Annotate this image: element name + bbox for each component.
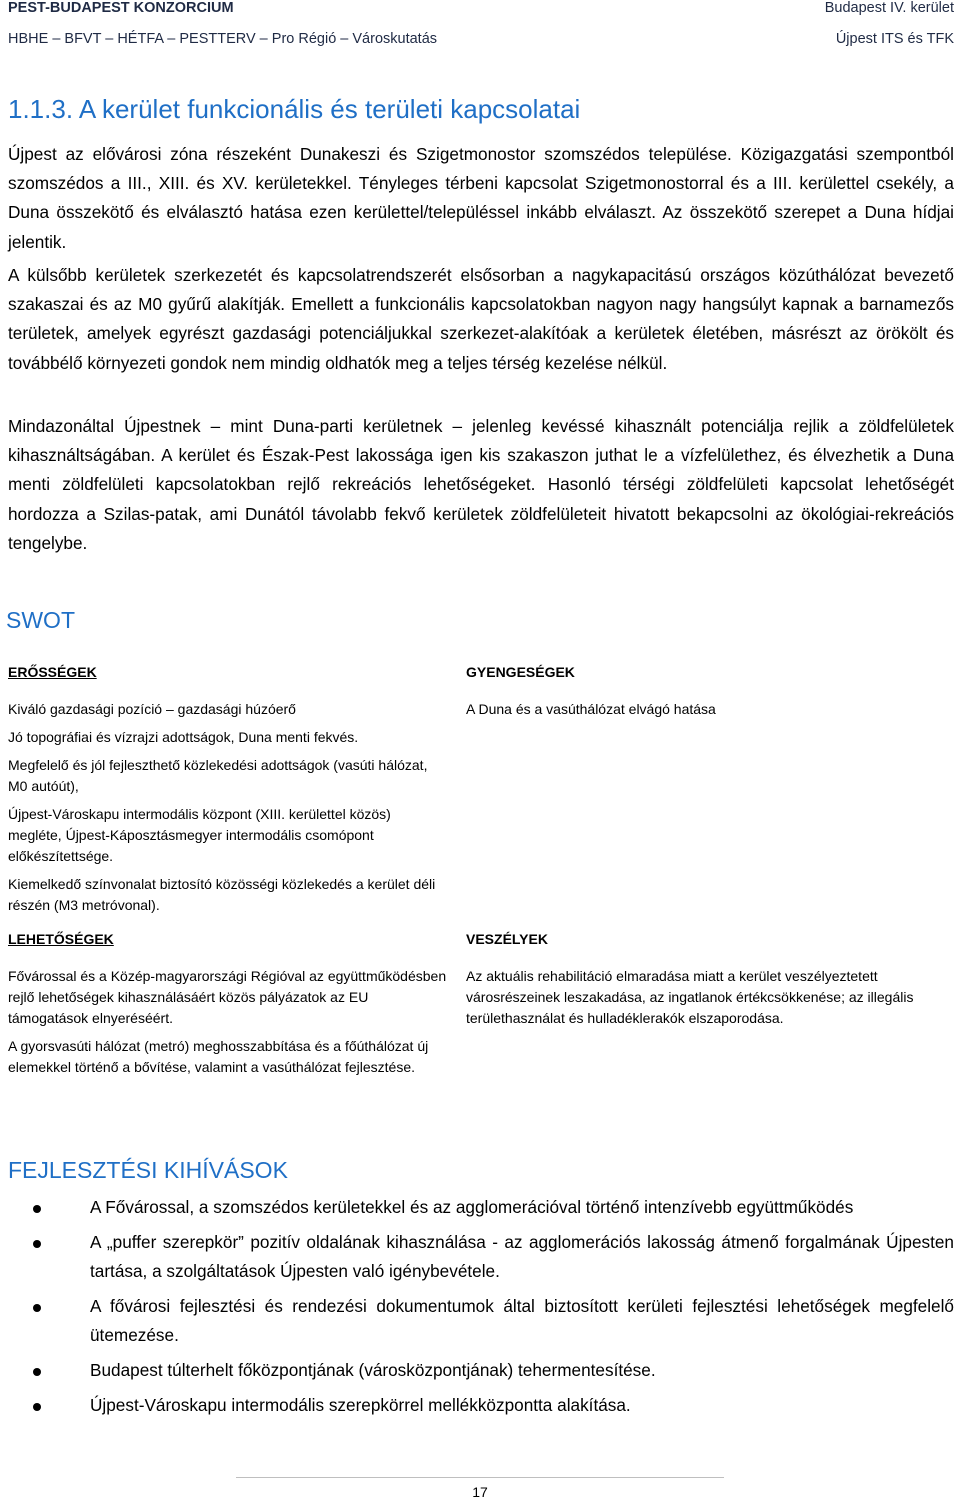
challenge-text: Budapest túlterhelt főközpontjának (városközpontjának) tehermentesítése. bbox=[90, 1360, 656, 1380]
threats-heading: VESZÉLYEK bbox=[466, 931, 548, 947]
document-name: Újpest ITS és TFK bbox=[835, 31, 954, 47]
strength-item: Jó topográfiai és vízrajzi adottságok, Duna menti fekvés. bbox=[8, 729, 359, 745]
weaknesses-list bbox=[466, 699, 946, 727]
challenge-item bbox=[8, 1391, 954, 1420]
challenge-text: A „puffer szerepkör” pozitív oldalának kihasználása - az agglomerációs lakosság átmenő forgalmának Újpesten tartása, a szolgáltatások Újpesten való igénybevétele. bbox=[90, 1232, 954, 1281]
strengths-heading: ERŐSSÉGEK bbox=[8, 664, 97, 680]
threat-item: Az aktuális rehabilitáció elmaradása miatt a kerület veszélyeztetett városrészeinek leszakadása, az ingatlanok értékcsökkenése; az illegális területhasználat és hulladéklerakók elszaporodása. bbox=[466, 968, 914, 1026]
paragraph: A külsőbb kerületek szerkezetét és kapcsolatrendszerét elsősorban a nagykapacitású országos közúthálózat bevezető szakaszai és az M0 gyűrű alakítják. Emellett a funkcionális kapcsolatokban nagyon nagy hangsúlyt kapnak a barnamezős területek, amelyek egyrészt gazdasági potenciáljukkal szerkezet-alakítóak a kerületek életében, másrészt az örökölt és továbbélő környezeti gondok nem mindig oldhatók meg a teljes térség kezelése nélkül. bbox=[8, 265, 954, 373]
bullet-icon bbox=[33, 1368, 41, 1376]
strength-item: Újpest-Városkapu intermodális központ (XIII. kerülettel közös) megléte, Újpest-Káposztásmegyer intermodális csomópont előkészítettsége. bbox=[8, 806, 391, 864]
opportunities-list bbox=[8, 966, 448, 1085]
paragraph: Mindazonáltal Újpestnek – mint Duna-parti kerületnek – jelenleg kevéssé kihasznált potenciálja rejlik a zöldfelületek kihasználtságában. A kerület és Észak-Pest lakossága igen kis szakaszon juthat le a vízfelülethez, és élvezhetik a Duna menti zöldfelületi kapcsolatokban rejlő rekreációs lehetőségeket. Hasonló térségi zöldfelületi kapcsolat lehetőségét hordozza a Szilas-patak, ami Dunától távolabb fekvő kerületek zöldfelületeit hivatott bekapcsolni az ökológiai-rekreációs tengelybe. bbox=[8, 416, 954, 553]
strength-item: Megfelelő és jól fejleszthető közlekedési adottságok (vasúti hálózat, M0 autóút), bbox=[8, 757, 428, 794]
opportunities-heading: LEHETŐSÉGEK bbox=[8, 931, 114, 947]
swot-title: SWOT bbox=[6, 607, 75, 633]
opportunity-item: A gyorsvasúti hálózat (metró) meghosszabbítása és a főúthálózat új elemekkel történő a bővítése, valamint a vasúthálózat fejlesztése. bbox=[8, 1038, 429, 1075]
footer-divider bbox=[236, 1477, 724, 1478]
consortium-name: PEST-BUDAPEST KONZORCIUM bbox=[8, 0, 234, 16]
challenge-item bbox=[8, 1228, 954, 1286]
weaknesses-heading: GYENGESÉGEK bbox=[466, 664, 575, 680]
strength-item: Kiváló gazdasági pozíció – gazdasági húzóerő bbox=[8, 701, 296, 717]
bullet-icon bbox=[33, 1205, 41, 1213]
bullet-icon bbox=[33, 1403, 41, 1411]
paragraph: Újpest az elővárosi zóna részeként Dunakeszi és Szigetmonostor szomszédos települése. Közigazgatási szempontból szomszédos a III., XIII. és XV. kerületekkel. Tényleges térbeni kapcsolat Szigetmonostorral és a III. kerülettel csekély, a Duna összekötő és elválasztó hatása ezen kerülettel/településsel inkább elválaszt. Az összekötő szerepet a Duna hídjai jelentik. bbox=[8, 144, 954, 252]
challenge-text: Újpest-Városkapu intermodális szerepkörrel mellékközpontta alakítása. bbox=[90, 1395, 631, 1415]
section-title: 1.1.3. A kerület funkcionális és területi kapcsolatai bbox=[8, 94, 581, 124]
bullet-icon bbox=[33, 1304, 41, 1312]
opportunity-item: Fővárossal és a Közép-magyarországi Régióval az együttműködésben rejlő lehetőségek kihasználásáért közös pályázatok az EU támogatások elnyeréséért. bbox=[8, 968, 447, 1026]
strengths-list bbox=[8, 699, 448, 923]
challenges-list bbox=[8, 1193, 954, 1426]
weakness-item: A Duna és a vasúthálózat elvágó hatása bbox=[466, 701, 716, 717]
challenge-item bbox=[8, 1356, 954, 1385]
challenge-item bbox=[8, 1292, 954, 1350]
district-name: Budapest IV. kerület bbox=[824, 0, 954, 16]
page-number: 17 bbox=[472, 1484, 488, 1500]
challenge-text: A Fővárossal, a szomszédos kerületekkel és az agglomerációval történő intenzívebb együttműködés bbox=[90, 1197, 854, 1217]
challenges-title: FEJLESZTÉSI KIHÍVÁSOK bbox=[8, 1157, 288, 1183]
consortium-members: HBHE – BFVT – HÉTFA – PESTTERV – Pro Régió – Városkutatás bbox=[8, 31, 438, 47]
challenge-item bbox=[8, 1193, 954, 1222]
challenge-text: A fővárosi fejlesztési és rendezési dokumentumok által biztosított kerületi fejlesztési lehetőségek megfelelő ütemezése. bbox=[90, 1296, 954, 1345]
strength-item: Kiemelkedő színvonalat biztosító közösségi közlekedés a kerület déli részén (M3 metróvonal). bbox=[8, 876, 436, 913]
threats-list bbox=[466, 966, 941, 1036]
bullet-icon bbox=[33, 1240, 41, 1248]
